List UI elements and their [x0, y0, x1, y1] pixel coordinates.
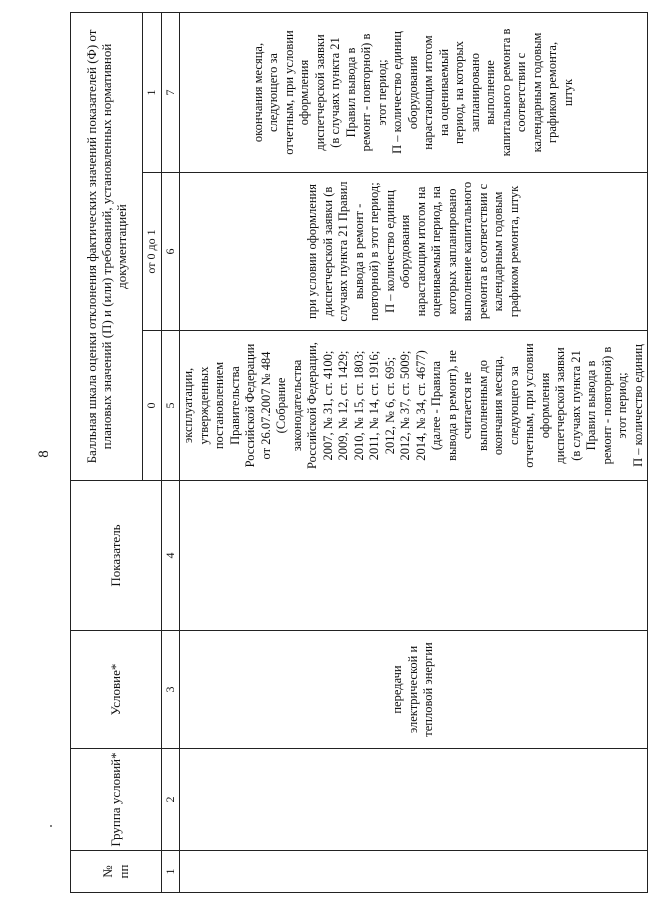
column-number: 1 — [161, 851, 180, 893]
criteria-table — [70, 12, 648, 893]
column-number: 4 — [161, 481, 180, 631]
table-row — [180, 12, 648, 892]
cell-score-0-to-1: при условии оформления диспетчерской заявки (в случаях пункта 21 Правил вывода в ремонт - повторной) в этот период; П – количество единиц оборудования нарастающим итогом на оцениваемый период, на которых запланировано выполнение капитального ремонта в соответствии с календарным годовым графиком ремонта, штук — [180, 173, 648, 331]
rotated-table-container — [70, 13, 645, 893]
header-no: № пп — [71, 851, 162, 893]
header-row — [71, 12, 143, 892]
column-number: 3 — [161, 631, 180, 749]
column-number: 7 — [161, 12, 180, 172]
cell-indicator — [180, 481, 648, 631]
cell-score-1: окончания месяца, следующего за отчетным, при условии оформления диспетчерской заявки (в случаях пункта 21 Правил вывода в ремонт - повторной) в этот период; П – количество единиц оборудования нарастающим итогом на оцениваемый период, на которых запланировано выполнение капитального ремонта в соответствии с календарным годовым графиком ремонта, штук — [180, 12, 648, 172]
page-number: 8 — [36, 450, 52, 458]
score-header-0-to-1: от 0 до 1 — [143, 173, 162, 331]
header-condition: Условие* — [71, 631, 162, 749]
cell-condition: передачи электрической и тепловой энергии — [180, 631, 648, 749]
cell-group — [180, 749, 648, 851]
scan-artifact-dot — [50, 825, 52, 827]
cell-score-0: эксплуатации, утвержденных постановлением Правительства Российской Федерации от 26.07.2007 № 484 (Собрание законодательства Российской Федерации, 2007, № 31, ст. 4100; 2009, № 12, ст. 1429; 2010, № 15, ст. 1803; 2011, № 14, ст. 1916; 2012, № 6, ст. 695; 2012, № 37, ст. 5009; 2014, № 34, ст. 4677) (далее - Правила вывода в ремонт), не считается не выполненным до окончания месяца, следующего за отчетным, при условии оформления диспетчерской заявки (в случаях пункта 21 Правил вывода в ремонт - повторной) в этот период; П – количество единиц — [180, 331, 648, 481]
header-score-scale: Балльная шкала оценки отклонения фактических значений показателей (Ф) от плановых значений (П) и (или) требований, установленных нормативной документацией — [71, 12, 143, 480]
column-number: 2 — [161, 749, 180, 851]
score-header-0: 0 — [143, 331, 162, 481]
column-number: 6 — [161, 173, 180, 331]
cell-no — [180, 851, 648, 893]
column-number: 5 — [161, 331, 180, 481]
column-number-row — [161, 12, 180, 892]
header-group: Группа условий* — [71, 749, 162, 851]
header-indicator: Показатель — [71, 481, 162, 631]
score-header-1: 1 — [143, 12, 162, 172]
